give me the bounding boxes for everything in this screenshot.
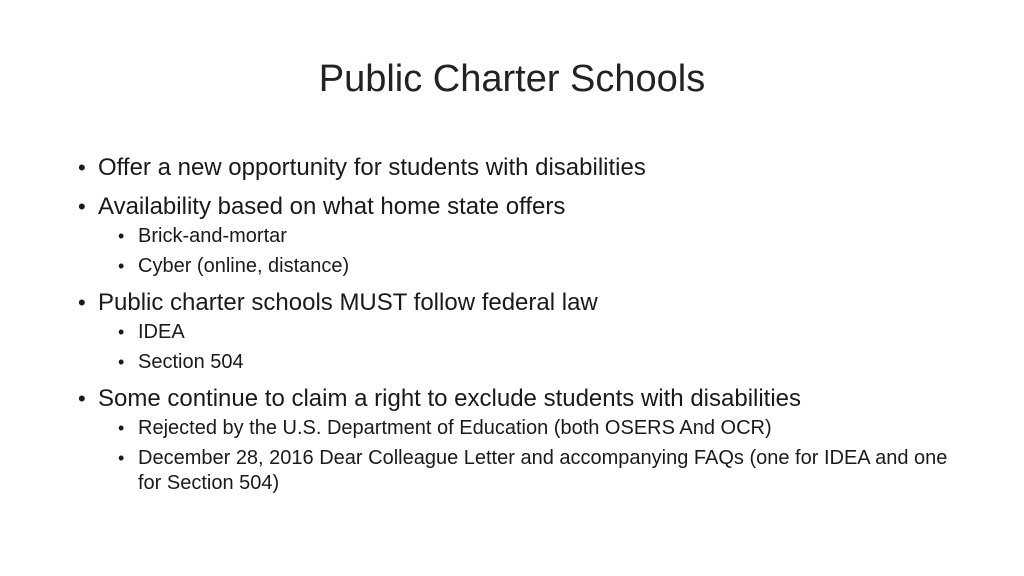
slide-title: Public Charter Schools (318, 58, 706, 100)
sub-bullet-text: IDEA (138, 321, 185, 343)
sub-bullet-text: Section 504 (138, 351, 244, 373)
bullet-item (78, 384, 958, 496)
bullet-text: Offer a new opportunity for students with disabilities (98, 154, 646, 181)
sub-bullet-list (98, 224, 958, 279)
bullet-text: Some continue to claim a right to exclude students with disabilities (98, 385, 802, 412)
bullet-item (78, 192, 958, 279)
bullet-icon: • (118, 322, 125, 342)
bullet-icon: • (118, 352, 125, 372)
bullet-list (78, 153, 958, 496)
bullet-icon: • (118, 226, 125, 246)
bullet-icon: • (78, 194, 86, 219)
bullet-icon: • (118, 256, 125, 276)
sub-bullet-item (118, 446, 958, 496)
bullet-text: Public charter schools MUST follow federal law (98, 289, 598, 316)
sub-bullet-list (98, 416, 958, 496)
sub-bullet-text: Rejected by the U.S. Department of Education (both OSERS And OCR) (138, 417, 772, 439)
sub-bullet-text: December 28, 2016 Dear Colleague Letter and accompanying FAQs (one for IDEA and one for Section 504) (138, 447, 948, 494)
bullet-icon: • (118, 448, 125, 468)
sub-bullet-item (118, 350, 958, 375)
sub-bullet-list (98, 320, 958, 375)
bullet-text: Availability based on what home state offers (98, 193, 566, 220)
bullet-icon: • (78, 386, 86, 411)
bullet-icon: • (118, 418, 125, 438)
sub-bullet-text: Cyber (online, distance) (138, 255, 350, 277)
sub-bullet-item (118, 254, 958, 279)
sub-bullet-item (118, 224, 958, 249)
sub-bullet-item (118, 416, 958, 441)
bullet-icon: • (78, 155, 86, 180)
bullet-item (78, 153, 958, 183)
bullet-icon: • (78, 290, 86, 315)
sub-bullet-text: Brick-and-mortar (138, 225, 287, 247)
bullet-item (78, 288, 958, 375)
sub-bullet-item (118, 320, 958, 345)
